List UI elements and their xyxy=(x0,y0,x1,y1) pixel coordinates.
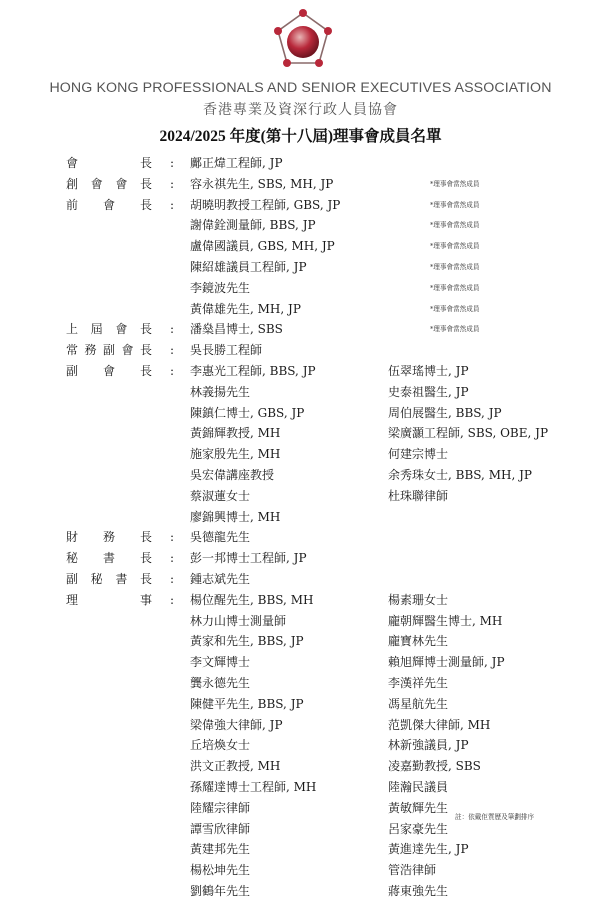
logo-dot xyxy=(299,9,307,17)
position-label: 副會長 xyxy=(66,363,152,378)
colon-separator: : xyxy=(170,363,175,378)
member-name: 周伯展醫生, BBS, JP xyxy=(388,405,502,420)
member-name: 鄺正煒工程師, JP xyxy=(190,156,283,170)
association-logo xyxy=(270,8,336,74)
position-label: 創會會長 xyxy=(66,176,152,191)
colon-separator: : xyxy=(170,343,175,358)
roster-row xyxy=(0,777,601,798)
position-label: 財務長 xyxy=(66,530,152,545)
member-name: 黃家和先生, BBS, JP xyxy=(190,634,304,649)
member-name: 黃錦輝教授, MH xyxy=(190,426,281,441)
member-name: 范凱傑大律師, MH xyxy=(388,717,491,732)
member-name: 蔣東強先生 xyxy=(388,883,449,898)
member-name: 吳宏偉講座教授 xyxy=(190,467,275,482)
roster-row xyxy=(0,756,601,777)
member-name: 楊位醒先生, BBS, MH xyxy=(190,592,314,607)
colon-separator: : xyxy=(170,197,175,212)
member-name: 伍翠瑤博士, JP xyxy=(388,363,469,378)
roster-row xyxy=(0,319,601,340)
member-name: 楊素珊女士 xyxy=(388,592,449,607)
roster-row xyxy=(0,694,601,715)
page-title: 2024/2025 年度(第十八屆)理事會成員名單 xyxy=(159,128,442,145)
ex-officio-note: *理事會當然成員 xyxy=(430,283,480,292)
logo-dot xyxy=(324,27,332,35)
member-name: 吳長勝工程師 xyxy=(190,343,263,358)
org-name-chinese: 香港專業及資深行政人員協會 xyxy=(203,102,398,118)
member-name: 楊松坤先生 xyxy=(190,863,251,878)
member-name: 謝偉銓測量師, BBS, JP xyxy=(190,218,316,233)
member-name: 蔡淑蓮女士 xyxy=(190,488,251,503)
member-name: 杜珠聯律師 xyxy=(388,488,449,503)
roster-row xyxy=(0,153,601,174)
member-name: 胡曉明教授工程師, GBS, JP xyxy=(190,197,341,212)
colon-separator: : xyxy=(170,571,175,586)
member-name: 林新強議員, JP xyxy=(388,738,469,753)
roster-row xyxy=(0,174,601,195)
member-name: 容永祺先生, SBS, MH, JP xyxy=(190,176,334,191)
ex-officio-note: *理事會當然成員 xyxy=(430,262,480,271)
roster-row xyxy=(0,652,601,673)
colon-separator: : xyxy=(170,176,175,191)
roster-row xyxy=(0,257,601,278)
roster-row xyxy=(0,881,601,902)
roster-row xyxy=(0,735,601,756)
colon-separator: : xyxy=(170,322,175,337)
colon-separator: : xyxy=(170,530,175,545)
roster-row xyxy=(0,507,601,528)
roster-row xyxy=(0,527,601,548)
roster-row xyxy=(0,299,601,320)
roster-row xyxy=(0,236,601,257)
member-name: 龔永德先生 xyxy=(190,675,251,690)
member-name: 李鏡波先生 xyxy=(190,280,251,295)
position-label: 副秘書長 xyxy=(66,571,152,586)
council-roster xyxy=(0,153,601,902)
member-name: 龐寶林先生 xyxy=(388,634,449,649)
member-name: 陳鎮仁博士, GBS, JP xyxy=(190,405,305,420)
position-label: 秘書長 xyxy=(66,551,152,566)
roster-row xyxy=(0,361,601,382)
member-name: 彭一邦博士工程師, JP xyxy=(190,551,307,566)
ex-officio-note: *理事會當然成員 xyxy=(430,325,480,334)
member-name: 黃敏輝先生 xyxy=(388,800,449,815)
logo-dot xyxy=(315,59,323,67)
colon-separator: : xyxy=(170,156,175,170)
member-name: 管浩律師 xyxy=(388,863,437,878)
roster-row xyxy=(0,715,601,736)
member-name: 陸耀宗律師 xyxy=(190,800,251,815)
member-name: 譚雪欣律師 xyxy=(190,821,251,836)
member-name: 廖錦興博士, MH xyxy=(190,509,281,524)
roster-row xyxy=(0,486,601,507)
member-name: 陳健平先生, BBS, JP xyxy=(190,696,304,711)
logo-dot xyxy=(274,27,282,35)
ex-officio-note: *理事會當然成員 xyxy=(430,179,480,188)
ex-officio-note: *理事會當然成員 xyxy=(430,304,480,313)
roster-row xyxy=(0,403,601,424)
roster-row xyxy=(0,611,601,632)
position-label: 前會長 xyxy=(66,197,152,212)
member-name: 黃進達先生, JP xyxy=(388,842,469,857)
ex-officio-note: *理事會當然成員 xyxy=(430,221,480,230)
member-name: 陸瀚民議員 xyxy=(388,779,449,794)
member-name: 洪文正教授, MH xyxy=(190,759,281,774)
position-label: 理事 xyxy=(66,592,152,607)
member-name: 林義揚先生 xyxy=(190,384,251,399)
roster-row xyxy=(0,423,601,444)
roster-row xyxy=(0,860,601,881)
member-name: 李惠光工程師, BBS, JP xyxy=(190,363,316,378)
member-name: 李漢祥先生 xyxy=(388,675,449,690)
footnote: 註：依戴佢質歷及筆劃排序 xyxy=(455,813,535,821)
member-name: 黃建邦先生 xyxy=(190,842,251,857)
member-name: 林力山博士測量師 xyxy=(190,613,287,628)
roster-row xyxy=(0,819,601,840)
member-name: 凌嘉勤教授, SBS xyxy=(388,759,481,774)
member-name: 梁廣灝工程師, SBS, OBE, JP xyxy=(388,426,549,441)
member-name: 何建宗博士 xyxy=(388,447,449,462)
member-name: 吳德龍先生 xyxy=(190,530,251,545)
roster-row xyxy=(0,673,601,694)
member-name: 盧偉國議員, GBS, MH, JP xyxy=(190,239,335,254)
roster-row xyxy=(0,215,601,236)
member-name: 黃偉雄先生, MH, JP xyxy=(190,301,301,316)
roster-row xyxy=(0,195,601,216)
ex-officio-note: *理事會當然成員 xyxy=(430,242,480,251)
position-label: 會長 xyxy=(66,156,152,170)
position-label: 常務副會長 xyxy=(66,343,152,358)
member-name: 潘燊昌博士, SBS xyxy=(190,322,283,337)
roster-row xyxy=(0,590,601,611)
roster-row xyxy=(0,382,601,403)
member-name: 呂家豪先生 xyxy=(388,821,449,836)
member-name: 龐朝輝醫生博士, MH xyxy=(388,613,503,628)
member-name: 余秀珠女士, BBS, MH, JP xyxy=(388,467,532,482)
member-name: 孫耀達博士工程師, MH xyxy=(190,779,317,794)
member-name: 鍾志斌先生 xyxy=(190,571,251,586)
position-label: 上屆會長 xyxy=(66,322,152,337)
logo-dot xyxy=(283,59,291,67)
colon-separator: : xyxy=(170,592,175,607)
roster-row xyxy=(0,465,601,486)
member-name: 李文輝博士 xyxy=(190,655,251,670)
member-name: 馮星航先生 xyxy=(388,696,449,711)
member-name: 劉鶴年先生 xyxy=(190,883,251,898)
roster-row xyxy=(0,340,601,361)
roster-row xyxy=(0,278,601,299)
ex-officio-note: *理事會當然成員 xyxy=(430,200,480,209)
member-name: 史泰祖醫生, JP xyxy=(388,384,469,399)
member-name: 施家殷先生, MH xyxy=(190,447,281,462)
roster-row xyxy=(0,569,601,590)
roster-row xyxy=(0,444,601,465)
member-name: 賴旭輝博士測量師, JP xyxy=(388,655,505,670)
member-name: 陳紹雄議員工程師, JP xyxy=(190,259,307,274)
member-name: 梁偉強大律師, JP xyxy=(190,717,283,732)
roster-row xyxy=(0,631,601,652)
colon-separator: : xyxy=(170,551,175,566)
org-name-english: HONG KONG PROFESSIONALS AND SENIOR EXECUTIVES ASSOCIATION xyxy=(49,80,552,96)
member-name: 丘培煥女士 xyxy=(190,738,251,753)
logo-center-sphere xyxy=(287,26,319,58)
roster-row xyxy=(0,548,601,569)
